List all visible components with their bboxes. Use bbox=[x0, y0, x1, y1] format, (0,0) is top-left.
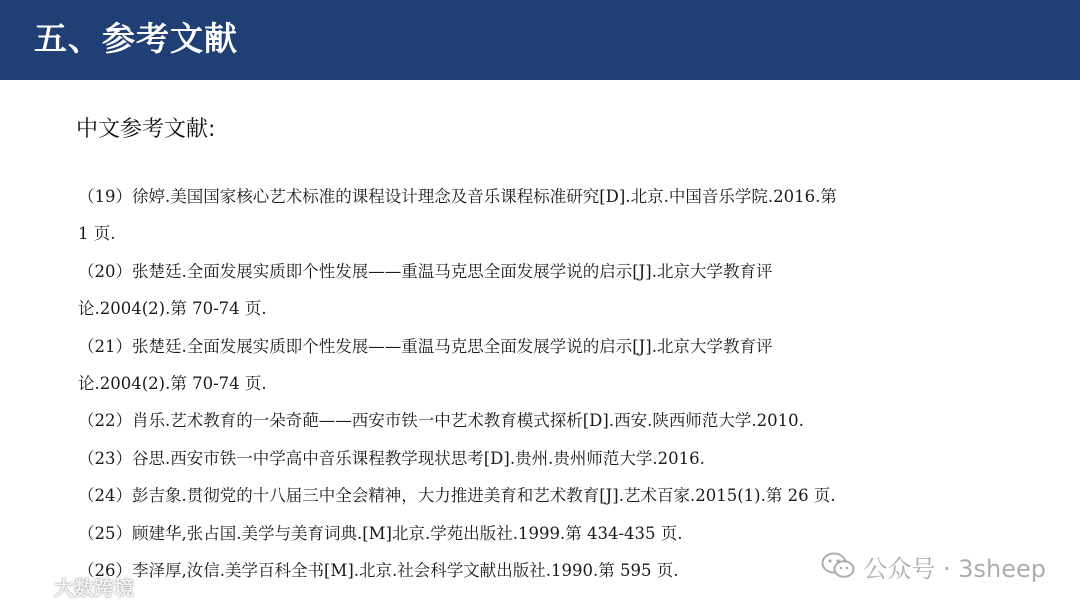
wechat-watermark bbox=[821, 546, 1046, 586]
title-bar bbox=[0, 0, 1080, 80]
wechat-icon bbox=[821, 552, 855, 580]
page-title: 五、参考文献 bbox=[34, 19, 238, 58]
weibo-watermark bbox=[6, 570, 134, 602]
reference-25: （25）顾建华,张占国.美学与美育词典.[M]北京.学苑出版社.1999.第 434-435 页. bbox=[78, 523, 683, 543]
reference-list bbox=[78, 178, 1068, 589]
reference-20-line-1: （20）张楚廷.全面发展实质即个性发展——重温马克思全面发展学说的启示[J].北京大学教育评 bbox=[78, 261, 773, 281]
reference-22: （22）肖乐.艺术教育的一朵奇葩——西安市铁一中艺术教育模式探析[D].西安.陕西师范大学.2010. bbox=[78, 411, 804, 431]
reference-20-line-2: 论.2004(2).第 70-74 页. bbox=[78, 299, 267, 319]
reference-24: （24）彭吉象.贯彻党的十八届三中全会精神，大力推进美育和艺术教育[J].艺术百家.2015(1).第 26 页. bbox=[78, 486, 836, 506]
reference-23: （23）谷思.西安市铁一中学高中音乐课程教学现状思考[D].贵州.贵州师范大学.2016. bbox=[78, 448, 705, 468]
reference-19-line-1: （19）徐婷.美国国家核心艺术标准的课程设计理念及音乐课程标准研究[D].北京.中国音乐学院.2016.第 bbox=[78, 187, 837, 206]
reference-21-line-1: （21）张楚廷.全面发展实质即个性发展——重温马克思全面发展学说的启示[J].北京大学教育评 bbox=[78, 336, 773, 356]
weibo-icon bbox=[6, 573, 50, 599]
reference-26: （26）李泽厚,汝信.美学百科全书[M].北京.社会科学文献出版社.1990.第 595 页. bbox=[78, 560, 679, 580]
wechat-watermark-text: 公众号 · 3sheep bbox=[863, 554, 1046, 583]
section-subtitle: 中文参考文献: bbox=[76, 117, 216, 142]
weibo-watermark-text: 大数跨境 bbox=[54, 575, 134, 600]
reference-21-line-2: 论.2004(2).第 70-74 页. bbox=[78, 373, 267, 393]
reference-19-line-2: 1 页. bbox=[78, 224, 116, 244]
